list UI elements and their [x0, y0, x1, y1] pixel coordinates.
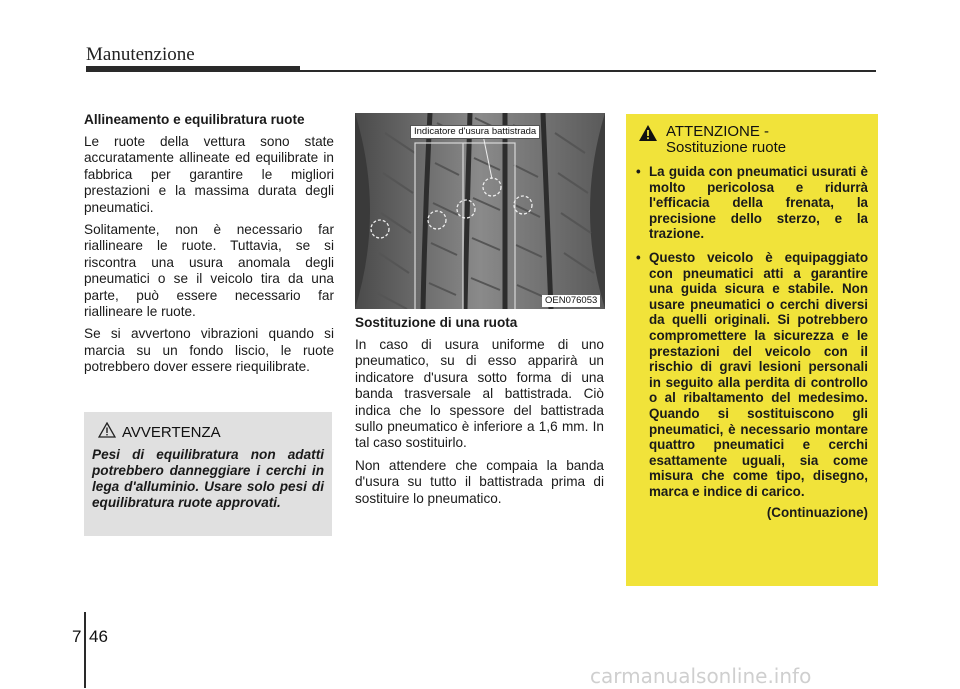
paragraph: In caso di usura uniforme di uno pneumatico, su di esso apparirà un indicatore d'usura sotto forma di una banda trasversale al battistrada. Ciò indica che lo spessore del battistrada sullo pneumatico è inferiore a 1,6 mm. In tal caso sostituirlo.	[355, 337, 604, 451]
bullet-icon: •	[636, 249, 641, 265]
list-item	[636, 250, 868, 500]
warning-text: Pesi di equilibratura non adatti potrebbero danneggiare i cerchi in lega d'alluminio. Usare solo pesi di equilibratura ruote approvati.	[92, 447, 324, 510]
warning-triangle-icon	[98, 422, 116, 443]
chapter-number: 7	[72, 627, 82, 646]
caution-box	[626, 114, 878, 586]
watermark: carmanualsonline.info	[590, 664, 812, 688]
left-column	[84, 112, 334, 382]
bullet-icon: •	[636, 164, 641, 179]
caution-header	[638, 124, 868, 156]
warning-title: AVVERTENZA	[122, 424, 221, 441]
page-number: 46	[89, 627, 108, 646]
caution-list	[636, 164, 868, 499]
caution-title-line2: Sostituzione ruote	[666, 139, 787, 156]
header-rule-thin	[300, 70, 876, 72]
section-heading-replacement: Sostituzione di una ruota	[355, 315, 518, 330]
list-item	[636, 164, 868, 242]
middle-column	[355, 315, 604, 513]
footer-divider	[84, 612, 86, 688]
header-rule-thick	[86, 66, 300, 72]
caution-bullet-text: Questo veicolo è equipaggiato con pneumatici atti a garantire una guida sicura e stabile. Non usare pneumatici o cerchi diversi da quelli originali. Si potrebbero compromettere la sicurezza e le prestazioni del veicolo con il rischio di gravi lesioni personali in seguito alla perdita di controllo o al ribaltamento del medesimo. Quando si sostituiscono gli pneumatici, è necessario montare quattro pneumatici e cerchi esattamente uguali, sia come misura che come tipo, disegno, marca e indice di carico.	[649, 249, 868, 499]
warning-header	[98, 422, 324, 443]
tire-tread-photo	[355, 113, 605, 309]
warning-box	[84, 412, 332, 536]
paragraph: Se si avvertono vibrazioni quando si marcia su un fondo liscio, le ruote potrebbero dover essere riequilibrate.	[84, 326, 334, 375]
wear-indicator-callout: Indicatore d'usura battistrada	[410, 125, 540, 139]
page-header-title: Manutenzione	[86, 44, 195, 65]
continuation-label: (Continuazione)	[766, 505, 868, 521]
section-heading-alignment: Allineamento e equilibratura ruote	[84, 112, 305, 127]
paragraph: Le ruote della vettura sono state accuratamente allineate ed equilibrate in fabbrica per garantire le migliori prestazioni e la massima durata degli pneumatici.	[84, 134, 334, 215]
caution-bullet-text: La guida con pneumatici usurati è molto pericolosa e ridurrà l'efficacia della frenata, la precisione dello sterzo, e la trazione.	[649, 164, 868, 242]
caution-title-line1: ATTENZIONE -	[666, 123, 770, 140]
figure-code: OEN076053	[542, 295, 600, 307]
warning-triangle-icon	[638, 124, 658, 147]
paragraph: Solitamente, non è necessario far riallineare le ruote. Tuttavia, se si riscontra una usura anomala degli pneumatici o se il veicolo tira da una parte, può essere necessario far riallineare le ruote.	[84, 222, 334, 320]
paragraph: Non attendere che compaia la banda d'usura su tutto il battistrada prima di sostituire lo pneumatico.	[355, 457, 604, 506]
